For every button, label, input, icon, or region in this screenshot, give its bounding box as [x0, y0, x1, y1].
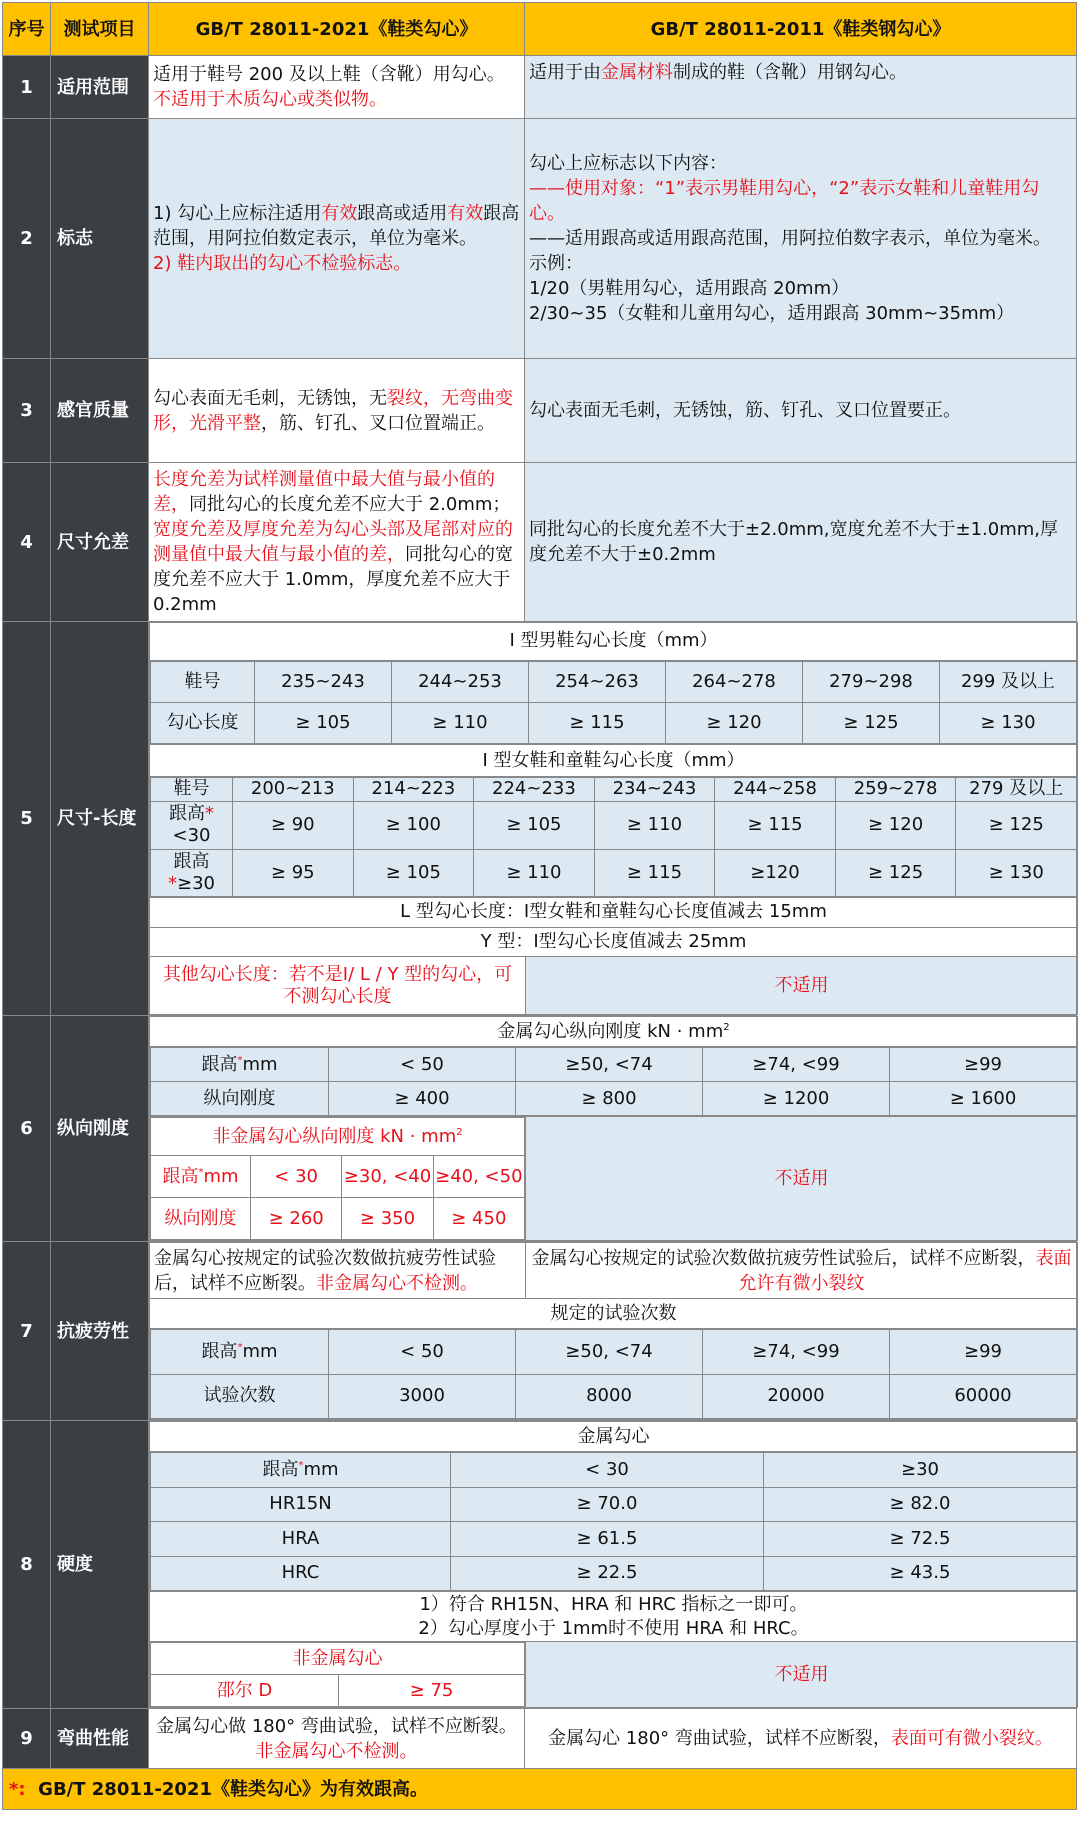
- size-range: 279~298: [803, 661, 940, 702]
- not-applicable: 不适用: [526, 1642, 1078, 1708]
- row-name: 尺寸-长度: [51, 622, 149, 1016]
- nonmetal-hardness-cell: [150, 1642, 526, 1708]
- hardness-scale: HR15N: [151, 1487, 451, 1522]
- text: 金属勾心 180° 弯曲试验，试样不应断裂，: [548, 1728, 891, 1749]
- row-appearance: [3, 359, 1077, 463]
- heel-range: ≥74, <99: [703, 1330, 890, 1375]
- l-type-note: L 型勾心长度：Ⅰ型女鞋和童鞋勾心长度值减去 15mm: [150, 898, 1078, 928]
- heel-range: ≥30, <40: [342, 1156, 433, 1198]
- text: ，筋、钉孔、叉口位置端正。: [261, 412, 495, 434]
- row-name: 弯曲性能: [51, 1709, 149, 1769]
- text: 跟高: [173, 850, 210, 872]
- marking-clause-1: [153, 201, 520, 251]
- metal-hardness-table: [150, 1452, 1077, 1591]
- heel-range: ≥74, <99: [703, 1048, 890, 1082]
- star-mark: *: [205, 803, 214, 825]
- hardness-value: ≥ 22.5: [451, 1556, 764, 1591]
- not-applicable: 不适用: [526, 1117, 1078, 1241]
- length-value: ≥ 110: [392, 703, 529, 744]
- length-value: ≥ 100: [353, 802, 474, 849]
- text: <30: [172, 825, 211, 847]
- size-range: 244~253: [392, 661, 529, 702]
- text: 同批勾心的长度允差不应大于 2.0mm；: [189, 494, 511, 515]
- heel-range: ≥50, <74: [516, 1048, 703, 1082]
- fatigue-block: [149, 1242, 1077, 1421]
- heel-label: [151, 1156, 251, 1198]
- size-range: 264~278: [666, 661, 803, 702]
- row-number: 1: [3, 56, 51, 119]
- scope-text: 适用于由: [529, 62, 601, 83]
- nonmetal-stiffness-title: [151, 1118, 525, 1156]
- length-value: ≥120: [715, 849, 836, 896]
- size-range: 244~258: [715, 777, 836, 801]
- std2011-scope: [525, 56, 1077, 119]
- length-value: ≥ 105: [353, 849, 474, 896]
- length-value: ≥ 120: [666, 703, 803, 744]
- marking-usage: ——使用对象：“1”表示男鞋用勾心，“2”表示女鞋和儿童鞋用勾心。: [529, 178, 1040, 224]
- star-mark: *: [168, 872, 177, 894]
- header-item: 测试项目: [51, 3, 149, 56]
- count-value: 20000: [703, 1374, 890, 1419]
- size-range: 259~278: [835, 777, 956, 801]
- text: 金属勾心做 180° 弯曲试验，试样不应断裂。: [156, 1715, 517, 1737]
- metal-hardness-table-cell: [150, 1452, 1078, 1592]
- fatigue-count-table: [150, 1329, 1077, 1419]
- stiffness-value: ≥ 1200: [703, 1082, 890, 1116]
- text: 跟高: [162, 1165, 199, 1187]
- marking-heel: ——适用跟高或适用跟高范围，用阿拉伯数字表示，单位为毫米。: [529, 228, 1051, 249]
- heel-range: < 50: [329, 1048, 516, 1082]
- heel-label: [151, 1048, 329, 1082]
- count-value: 8000: [516, 1374, 703, 1419]
- heel-range: ≥50, <74: [516, 1330, 703, 1375]
- women-length-table: [150, 777, 1077, 897]
- count-label: 试验次数: [151, 1374, 329, 1419]
- not-applicable: 不适用: [526, 957, 1078, 1015]
- men-length-table-cell: [150, 660, 1078, 744]
- stiffness-value: ≥ 800: [516, 1082, 703, 1116]
- hardness-value: ≥ 61.5: [451, 1522, 764, 1557]
- men-length-label: 勾心长度: [151, 703, 255, 744]
- unit-exponent: 2: [723, 1021, 730, 1033]
- length-value: ≥ 105: [474, 802, 595, 849]
- header-std-2021: GB/T 28011-2021《鞋类勾心》: [149, 3, 525, 56]
- hardness-block: [149, 1421, 1077, 1709]
- heel-range: ≥99: [890, 1330, 1077, 1375]
- std2021-marking: [149, 119, 525, 359]
- women-length-table-cell: [150, 776, 1078, 897]
- hardness-scale: HRC: [151, 1556, 451, 1591]
- row-name: 纵向刚度: [51, 1016, 149, 1242]
- stiffness-block: [149, 1016, 1077, 1242]
- row-marking: [3, 119, 1077, 359]
- std2011-bending: [525, 1709, 1077, 1769]
- scope-text: 适用于鞋号 200 及以上鞋（含靴）用勾心。: [153, 64, 505, 85]
- header-no: 序号: [3, 3, 51, 56]
- size-range: 224~233: [474, 777, 595, 801]
- heel-low-label: [151, 802, 233, 849]
- row-number: 6: [3, 1016, 51, 1242]
- star-mark: *: [237, 1341, 243, 1353]
- nonmetal-hardness-table: [150, 1642, 525, 1707]
- text: 金属勾心纵向刚度 kN · mm: [497, 1020, 724, 1042]
- std2021-bending: [149, 1709, 525, 1769]
- stiffness-value: ≥ 450: [433, 1198, 524, 1240]
- row-stiffness: [3, 1016, 1077, 1242]
- row-number: 9: [3, 1709, 51, 1769]
- row-name: 尺寸允差: [51, 463, 149, 622]
- text-red: 非金属勾心不检测。: [316, 1272, 478, 1294]
- row-name: 感官质量: [51, 359, 149, 463]
- row-name: 抗疲劳性: [51, 1242, 149, 1421]
- std2021-fatigue: [150, 1243, 526, 1299]
- header-row: [3, 3, 1077, 56]
- header-std-2011: GB/T 28011-2011《鞋类钢勾心》: [525, 3, 1077, 56]
- nonmetal-stiffness-cell: [150, 1117, 526, 1241]
- stiffness-tables: [149, 1016, 1078, 1241]
- metal-stiffness-table-cell: [150, 1047, 1078, 1117]
- std2011-marking: [525, 119, 1077, 359]
- marking-clause-2: 2) 鞋内取出的勾心不检验标志。: [153, 253, 412, 274]
- text-red: 表面允许有微小裂纹: [738, 1247, 1072, 1294]
- shore-value: ≥ 75: [339, 1675, 525, 1707]
- length-value: ≥ 95: [233, 849, 354, 896]
- other-length-note: 其他勾心长度：若不是Ⅰ/ L / Y 型的勾心，可不测勾心长度: [150, 957, 526, 1015]
- text-red: 宽度允差及厚度允差为勾心头部及尾部对应的测量值中最大值与最小值的差，: [153, 519, 513, 565]
- hardness-tables: [149, 1421, 1078, 1708]
- row-bending: [3, 1709, 1077, 1769]
- size-range: 200~213: [233, 777, 354, 801]
- text-red: 裂纹，无弯曲变形，光滑平整: [153, 387, 513, 434]
- fatigue-count-table-cell: [150, 1329, 1078, 1420]
- shore-label: 邵尔 D: [151, 1675, 339, 1707]
- text: 跟高: [169, 803, 205, 825]
- length-value: ≥ 120: [835, 802, 956, 849]
- footer-row: [3, 1769, 1077, 1810]
- stiffness-value: ≥ 260: [251, 1198, 342, 1240]
- length-tables: [149, 622, 1078, 1015]
- metal-stiffness-title: [150, 1017, 1078, 1047]
- length-value: ≥ 105: [255, 703, 392, 744]
- text: 非金属勾心纵向刚度 kN · mm: [212, 1125, 457, 1147]
- fatigue-tables: [149, 1242, 1078, 1420]
- y-type-note: Y 型：Ⅰ型勾心长度值减去 25mm: [150, 927, 1078, 957]
- length-value: ≥ 130: [956, 849, 1077, 896]
- std2011-appearance: 勾心表面无毛刺，无锈蚀，筋、钉孔、叉口位置要正。: [525, 359, 1077, 463]
- heel-label: [151, 1330, 329, 1375]
- text-red: 表面可有微小裂纹。: [890, 1728, 1053, 1749]
- std2021-tolerance: [149, 463, 525, 622]
- text: 1) 勾心上应标注适用: [153, 203, 322, 224]
- text: mm: [303, 1458, 339, 1480]
- scope-material: 金属材料: [601, 62, 673, 83]
- heel-range: ≥40, <50: [433, 1156, 524, 1198]
- nonmetal-hardness-title: 非金属勾心: [151, 1643, 525, 1675]
- hardness-value: ≥ 70.0: [451, 1487, 764, 1522]
- row-name: 标志: [51, 119, 149, 359]
- metal-stiffness-table: [150, 1047, 1077, 1116]
- scope-exclusion: 不适用于木质勾心或类似物。: [153, 89, 387, 110]
- text: 跟高: [262, 1458, 299, 1480]
- std2011-fatigue: [526, 1243, 1078, 1299]
- stiffness-value: ≥ 350: [342, 1198, 433, 1240]
- heel-label: [151, 1453, 451, 1488]
- women-length-title: I 型女鞋和童鞋勾心长度（mm）: [150, 745, 1078, 777]
- hardness-note-2: 2）勾心厚度小于 1mm时不使用 HRA 和 HRC。: [418, 1617, 809, 1639]
- text-red: 非金属勾心不检测。: [255, 1740, 418, 1762]
- text: 金属勾心按规定的试验次数做抗疲劳性试验后，试样不应断裂。: [154, 1247, 496, 1294]
- heel-range: < 30: [451, 1453, 764, 1488]
- stiffness-label: 纵向刚度: [151, 1082, 329, 1116]
- men-length-table: [150, 661, 1077, 744]
- text: mm: [203, 1165, 239, 1187]
- length-value: ≥ 90: [233, 802, 354, 849]
- heel-high-label: [151, 849, 233, 896]
- length-value: ≥ 110: [594, 802, 715, 849]
- length-value: ≥ 125: [835, 849, 956, 896]
- count-value: 3000: [329, 1374, 516, 1419]
- marking-example-2: 2/30~35（女鞋和儿童用勾心，适用跟高 30mm~35mm）: [529, 303, 1015, 324]
- text: mm: [242, 1340, 278, 1362]
- heel-range: ≥99: [890, 1048, 1077, 1082]
- comparison-sheet: [0, 2, 1080, 1845]
- size-range: 254~263: [529, 661, 666, 702]
- row-fatigue: [3, 1242, 1077, 1421]
- length-value: ≥ 130: [940, 703, 1077, 744]
- length-value: ≥ 115: [529, 703, 666, 744]
- row-number: 3: [3, 359, 51, 463]
- row-name: 硬度: [51, 1421, 149, 1709]
- text: 同批勾心的宽度允差不应大于 1.0mm，厚度允差不应大于 0.2mm: [153, 544, 513, 615]
- unit-exponent: 2: [456, 1126, 463, 1138]
- text: 跟高范围，用阿拉伯数定表示，单位为毫米。: [153, 203, 520, 249]
- row-length: [3, 622, 1077, 1016]
- row-hardness: [3, 1421, 1077, 1709]
- text: ≥30: [177, 872, 215, 894]
- text-red: 有效: [447, 203, 484, 224]
- row-number: 5: [3, 622, 51, 1016]
- text: 勾心表面无毛刺，无锈蚀，无: [153, 387, 387, 409]
- length-value: ≥ 110: [474, 849, 595, 896]
- row-tolerance: [3, 463, 1077, 622]
- footnote: [3, 1769, 1077, 1810]
- std2011-tolerance: 同批勾心的长度允差不大于±2.0mm,宽度允差不大于±1.0mm,厚度允差不大于±0.2mm: [525, 463, 1077, 622]
- length-block: [149, 622, 1077, 1016]
- heel-range: < 50: [329, 1330, 516, 1375]
- length-value: ≥ 115: [715, 802, 836, 849]
- row-scope: [3, 56, 1077, 119]
- stiffness-label: 纵向刚度: [151, 1198, 251, 1240]
- std2021-scope: [149, 56, 525, 119]
- text: 跟高或适用: [357, 203, 448, 224]
- star-mark: *: [298, 1459, 304, 1471]
- heel-range: ≥30: [764, 1453, 1077, 1488]
- marking-example-label: 示例：: [529, 253, 583, 274]
- row-number: 7: [3, 1242, 51, 1421]
- hardness-value: ≥ 82.0: [764, 1487, 1077, 1522]
- length-value: ≥ 125: [803, 703, 940, 744]
- women-size-header: 鞋号: [151, 777, 233, 801]
- count-value: 60000: [890, 1374, 1077, 1419]
- text: 金属勾心按规定的试验次数做抗疲劳性试验后，试样不应断裂，: [531, 1247, 1036, 1269]
- std2021-appearance: [149, 359, 525, 463]
- metal-hardness-title: 金属勾心: [150, 1422, 1078, 1452]
- size-range: 279 及以上: [956, 777, 1077, 801]
- text-red: 长度允差为试样测量值中最大值与最小值的差，: [153, 469, 495, 515]
- star-mark: *: [198, 1166, 204, 1178]
- men-length-title: I 型男鞋勾心长度（mm）: [150, 623, 1078, 661]
- size-range: 234~243: [594, 777, 715, 801]
- star-mark: *: [237, 1054, 243, 1066]
- row-number: 2: [3, 119, 51, 359]
- men-size-header: 鞋号: [151, 661, 255, 702]
- hardness-value: ≥ 43.5: [764, 1556, 1077, 1591]
- footnote-text: GB/T 28011-2021《鞋类勾心》为有效跟高。: [38, 1778, 428, 1800]
- length-value: ≥ 115: [594, 849, 715, 896]
- stiffness-value: ≥ 400: [329, 1082, 516, 1116]
- text: 跟高: [201, 1053, 238, 1075]
- row-name: 适用范围: [51, 56, 149, 119]
- row-number: 4: [3, 463, 51, 622]
- text: 跟高: [201, 1340, 238, 1362]
- row-number: 8: [3, 1421, 51, 1709]
- size-range: 214~223: [353, 777, 474, 801]
- size-range: 235~243: [255, 661, 392, 702]
- footnote-star: *:: [9, 1778, 26, 1800]
- hardness-scale: HRA: [151, 1522, 451, 1557]
- length-value: ≥ 125: [956, 802, 1077, 849]
- comparison-table: [2, 2, 1077, 1810]
- size-range: 299 及以上: [940, 661, 1077, 702]
- scope-text-end: 制成的鞋（含靴）用钢勾心。: [673, 62, 907, 83]
- marking-example-1: 1/20（男鞋用勾心，适用跟高 20mm）: [529, 278, 850, 299]
- text: mm: [242, 1053, 278, 1075]
- stiffness-value: ≥ 1600: [890, 1082, 1077, 1116]
- hardness-notes: [150, 1592, 1078, 1642]
- marking-intro: 勾心上应标志以下内容：: [529, 153, 727, 174]
- fatigue-count-title: 规定的试验次数: [150, 1299, 1078, 1329]
- text-red: 有效: [321, 203, 358, 224]
- nonmetal-stiffness-table: [150, 1117, 525, 1240]
- heel-range: < 30: [251, 1156, 342, 1198]
- hardness-value: ≥ 72.5: [764, 1522, 1077, 1557]
- hardness-note-1: 1）符合 RH15N、HRA 和 HRC 指标之一即可。: [419, 1593, 808, 1615]
